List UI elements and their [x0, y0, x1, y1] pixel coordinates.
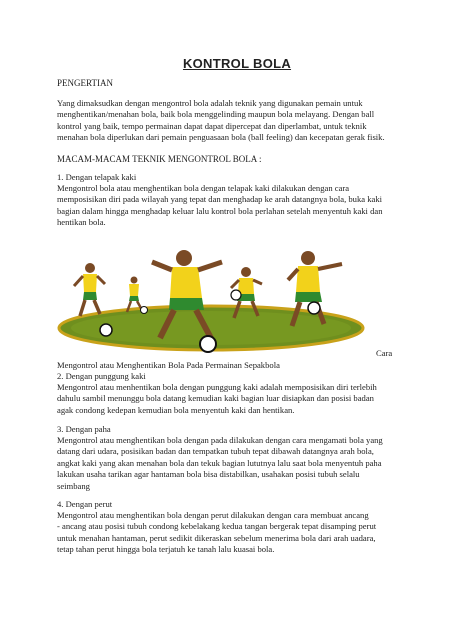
section-3-line: seimbang: [57, 480, 90, 491]
soccer-ball: [308, 302, 320, 314]
section-2-heading: 2. Dengan punggung kaki: [57, 371, 146, 381]
soccer-ball: [141, 307, 148, 314]
section-3-line: angkat kaki yang akan menahan bola dan tekuk bagian lututnya lalu saat bola menyentuh paha: [57, 457, 382, 468]
section-4-line: - ancang atau posisi tubuh condong kebelakang kedua tangan bergerak tepat disamping perut: [57, 521, 377, 532]
section-4-line: untuk menahan hantaman, perut sedikit dikeraskan sebelum menerima bola dari arah uadara,: [57, 532, 376, 543]
section-4-heading: 4. Dengan perut: [57, 499, 113, 509]
section-1-heading: 1. Dengan telapak kaki: [57, 172, 137, 182]
player-figure: [74, 263, 105, 316]
section-2-line: Mengontrol atau menhentikan bola dengan punggung kaki adalah memposisikan diri terlebih: [57, 382, 377, 392]
section-1-line: bagian dalam hingga menghadap keluar lalu kontrol bola perlahan setelah menyentuh kaki dan: [57, 205, 383, 216]
section-1-line: hentikan bola.: [57, 217, 106, 228]
section-3-paragraph: [57, 435, 417, 492]
section-1-paragraph: [57, 183, 417, 229]
section-2-line: dahulu sambil menunggu bola datang kemudian kaki bagian luar disiapkan dan posisi badan: [57, 393, 374, 404]
soccer-ball: [200, 336, 216, 352]
section-4-line: tetap tahan perut hingga bola terjatuh ke tanah lalu kuasai bola.: [57, 544, 275, 555]
section-3-heading: 3. Dengan paha: [57, 424, 111, 434]
figure-caption: Mengontrol atau Menghentikan Bola Pada Permainan Sepakbola: [57, 360, 280, 370]
section-2-paragraph: [57, 382, 417, 416]
pengertian-line: Yang dimaksudkan dengan mengontrol bola adalah teknik yang digunakan pemain untuk: [57, 98, 363, 108]
section-4-paragraph: [57, 510, 417, 556]
pengertian-paragraph: [57, 98, 417, 144]
document-title: KONTROL BOLA: [182, 56, 292, 71]
section-3-line: datang dari udara, posisikan badan dan tempatkan tubuh tepat dibawah datangnya arah bola,: [57, 446, 374, 457]
section-3-line: lakukan usaha tarikan agar hantaman bola bisa distabilkan, usahakan posisi tubuh selalu: [57, 469, 360, 480]
teknik-heading: MACAM-MACAM TEKNIK MENGONTROL BOLA :: [57, 154, 262, 164]
soccer-ball: [100, 324, 112, 336]
pengertian-line: menghentikan/menahan bola, baik bola menggelinding maupun bola melayang. Dengan ball: [57, 109, 375, 120]
player-figure: [127, 277, 142, 313]
section-1-line: memposisikan diri pada wilayah yang tepat dan menghadap ke arah datangnya bola, buka kaki: [57, 194, 383, 205]
section-2-line: agak condong kedepan kemudian bola menyentuh kaki dan hentikan.: [57, 404, 295, 415]
figure-caption-right: Cara: [376, 348, 393, 358]
pengertian-heading: PENGERTIAN: [57, 78, 113, 88]
soccer-ball: [231, 290, 241, 300]
section-4-line: Mengontrol atau menghentikan bola dengan perut dilakukan dengan cara membuat ancang: [57, 510, 369, 520]
section-1-line: Mengontrol bola atau menghentikan bola dengan telapak kaki dilakukan dengan cara: [57, 183, 350, 193]
pengertian-line: menahan bola diperlukan dari pemain penguasaan bola (ball feeling) dan kecepatan gerak fisik.: [57, 132, 385, 143]
section-3-line: Mengontrol atau menghentikan bola dengan pada dilakukan dengan cara mengamati bola yang: [57, 435, 383, 445]
pengertian-line: kontrol yang baik, tempo permainan dapat dapat dipercepat dan diperlambat, untuk teknik: [57, 120, 367, 131]
soccer-players-illustration: [56, 240, 366, 358]
